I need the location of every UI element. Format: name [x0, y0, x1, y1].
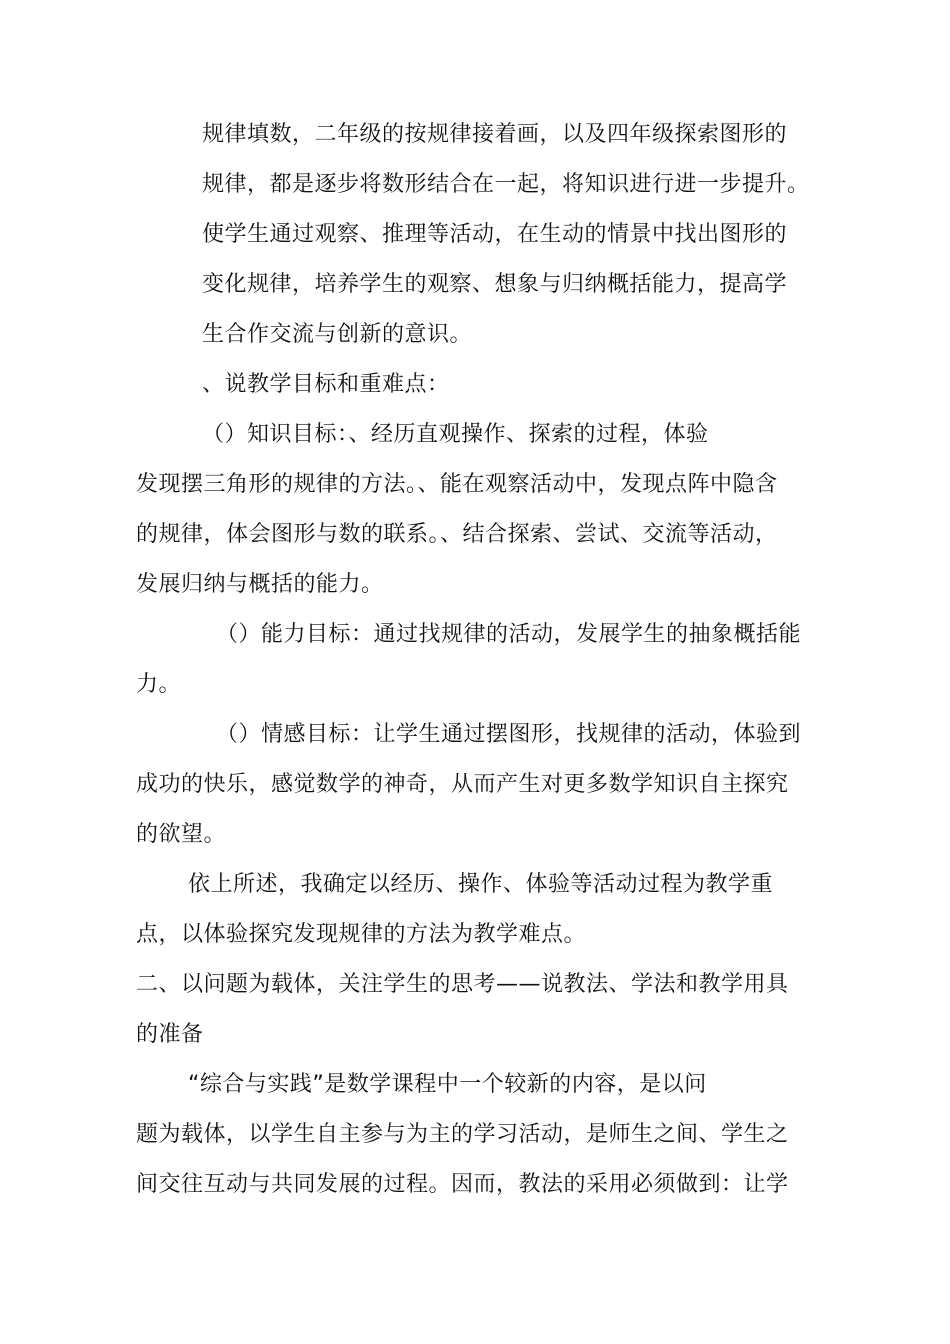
text-line: 的准备: [136, 1022, 204, 1047]
text-line: 成功的快乐，感觉数学的神奇，从而产生对更多数学知识自主探究: [136, 772, 789, 797]
text-line: 规律，都是逐步将数形结合在一起，将知识进行进一步提升。: [202, 172, 810, 197]
text-line: 变化规律，培养学生的观察、想象与归纳概括能力，提高学: [202, 272, 788, 297]
text-line: （）能力目标：通过找规律的活动，发展学生的抽象概括能: [216, 622, 802, 647]
text-line: （）情感目标：让学生通过摆图形，找规律的活动，体验到: [216, 722, 802, 747]
text-line: 规律填数，二年级的按规律接着画，以及四年级探索图形的: [202, 122, 788, 147]
text-line: 的欲望。: [136, 822, 227, 847]
section-heading: 二、以问题为载体，关注学生的思考——说教法、学法和教学用具: [136, 972, 789, 997]
text-line: “综合与实践”是数学课程中一个较新的内容，是以问: [188, 1072, 707, 1097]
text-line: 间交往互动与共同发展的过程。因而，教法的采用必须做到：让学: [136, 1172, 789, 1197]
text-line: 题为载体，以学生自主参与为主的学习活动，是师生之间、学生之: [136, 1122, 789, 1147]
text-line: （）知识目标：、经历直观操作、探索的过程，体验: [202, 422, 709, 447]
text-line: 点，以体验探究发现规律的方法为教学难点。: [136, 922, 587, 947]
text-line: 发展归纳与概括的能力。: [136, 572, 384, 597]
text-line: 力。: [136, 672, 182, 697]
text-line: 生合作交流与创新的意识。: [202, 322, 473, 347]
text-line: 的规律，体会图形与数的联系。、结合探索、尝试、交流等活动，: [136, 522, 778, 547]
text-line: 发现摆三角形的规律的方法。、能在观察活动中，发现点阵中隐含: [136, 472, 778, 497]
text-line: 使学生通过观察、推理等活动，在生动的情景中找出图形的: [202, 222, 788, 247]
text-line: 依上所述，我确定以经历、操作、体验等活动过程为教学重: [188, 872, 774, 897]
section-heading: 、说教学目标和重难点：: [202, 372, 450, 397]
